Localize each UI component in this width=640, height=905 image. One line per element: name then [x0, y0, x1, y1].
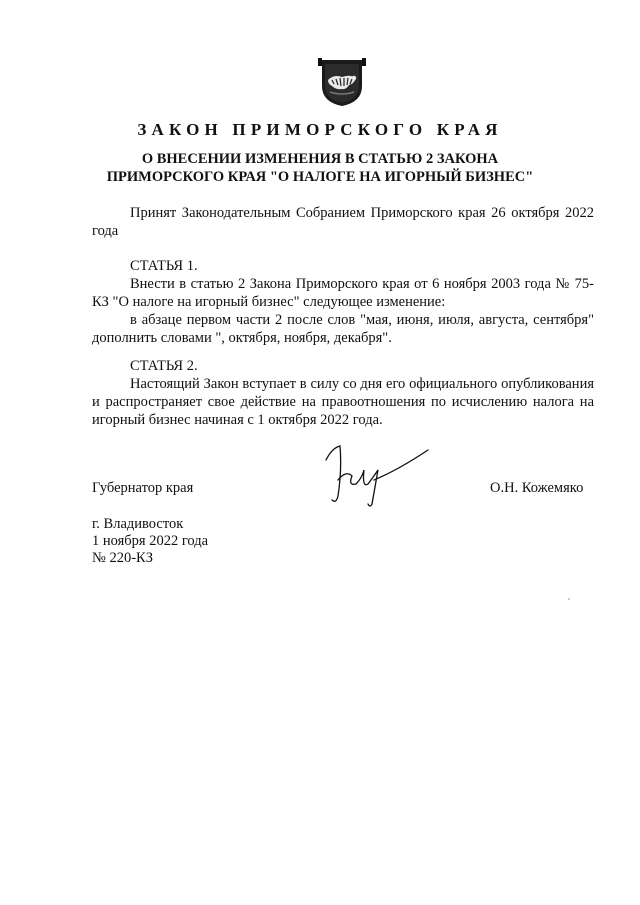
- article-1-heading: СТАТЬЯ 1.: [130, 258, 198, 274]
- subtitle-line-1: О ВНЕСЕНИИ ИЗМЕНЕНИЯ В СТАТЬЮ 2 ЗАКОНА: [141, 151, 499, 167]
- place-of-signing: г. Владивосток: [92, 516, 184, 532]
- law-title: ЗАКОН ПРИМОРСКОГО КРАЯ: [137, 120, 503, 139]
- signatory-name: О.Н. Кожемяко: [490, 480, 584, 496]
- law-number: № 220-КЗ: [92, 550, 153, 566]
- signatory-position: Губернатор края: [92, 480, 194, 496]
- article-2-paragraph-1: Настоящий Закон вступает в силу со дня его официального опубликования и распространяет свое действие на правоотношения по исчислению налога на игорный бизнес начиная с 1 октября 2022 года.: [92, 376, 594, 428]
- adoption-note: Принят Законодательным Собранием Приморского края 26 октября 2022 года: [92, 205, 594, 239]
- article-2-heading: СТАТЬЯ 2.: [130, 358, 198, 374]
- governor-signature: [318, 440, 438, 510]
- article-1-paragraph-1: Внести в статью 2 Закона Приморского края от 6 ноября 2003 года № 75-КЗ "О налоге на игорный бизнес" следующее изменение:: [92, 276, 594, 310]
- scan-speck: [568, 598, 570, 600]
- article-1-paragraph-2: в абзаце первом части 2 после слов "мая, июня, июля, августа, сентября" дополнить словами ", октября, ноября, декабря".: [92, 312, 594, 346]
- krai-emblem-icon: [316, 56, 368, 108]
- law-subtitle: [0, 150, 640, 186]
- signing-date: 1 ноября 2022 года: [92, 533, 209, 549]
- subtitle-line-2: ПРИМОРСКОГО КРАЯ "О НАЛОГЕ НА ИГОРНЫЙ БИЗНЕС": [106, 169, 534, 185]
